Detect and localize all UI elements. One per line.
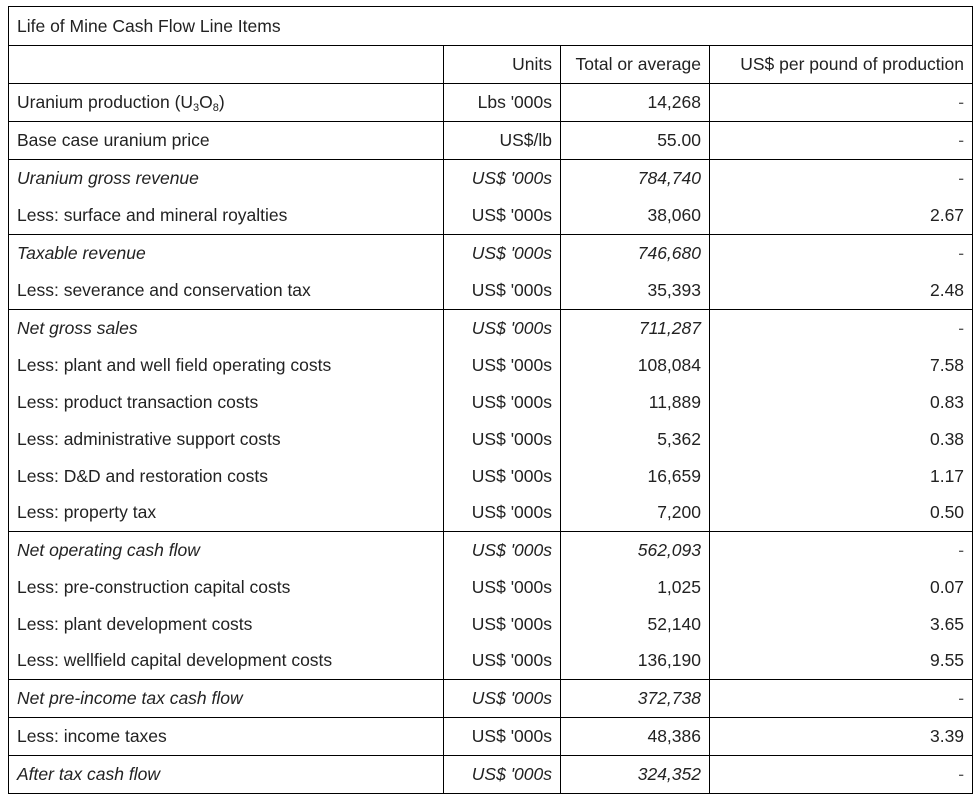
row-label-part: Uranium production (U bbox=[17, 92, 194, 112]
row-total: 1,025 bbox=[561, 570, 710, 606]
row-units: Lbs '000s bbox=[444, 84, 561, 122]
table-row bbox=[9, 272, 973, 310]
row-per-pound: 3.39 bbox=[710, 718, 973, 756]
row-label: Less: product transaction costs bbox=[9, 384, 444, 421]
row-label: Less: D&D and restoration costs bbox=[9, 458, 444, 495]
row-label: Less: plant and well field operating costs bbox=[9, 348, 444, 384]
row-units: US$ '000s bbox=[444, 680, 561, 718]
row-units: US$ '000s bbox=[444, 643, 561, 680]
row-per-pound: 1.17 bbox=[710, 458, 973, 495]
row-label: Less: income taxes bbox=[9, 718, 444, 756]
table-row bbox=[9, 235, 973, 272]
table-row bbox=[9, 458, 973, 495]
row-units: US$ '000s bbox=[444, 718, 561, 756]
row-total: 55.00 bbox=[561, 122, 710, 160]
row-per-pound: - bbox=[710, 310, 973, 348]
row-total: 16,659 bbox=[561, 458, 710, 495]
row-label: Less: severance and conservation tax bbox=[9, 272, 444, 310]
row-units: US$ '000s bbox=[444, 570, 561, 606]
row-total: 7,200 bbox=[561, 495, 710, 532]
row-label: Less: surface and mineral royalties bbox=[9, 198, 444, 235]
row-total: 324,352 bbox=[561, 756, 710, 794]
row-units: US$ '000s bbox=[444, 384, 561, 421]
row-units: US$/lb bbox=[444, 122, 561, 160]
row-label: Taxable revenue bbox=[9, 235, 444, 272]
row-per-pound: - bbox=[710, 756, 973, 794]
row-per-pound: - bbox=[710, 235, 973, 272]
table-row bbox=[9, 570, 973, 606]
row-label: Net pre-income tax cash flow bbox=[9, 680, 444, 718]
row-label: Less: plant development costs bbox=[9, 606, 444, 643]
row-per-pound: 0.50 bbox=[710, 495, 973, 532]
row-label: Less: pre-construction capital costs bbox=[9, 570, 444, 606]
row-units: US$ '000s bbox=[444, 458, 561, 495]
row-total: 784,740 bbox=[561, 160, 710, 198]
table-row bbox=[9, 756, 973, 794]
row-per-pound: 7.58 bbox=[710, 348, 973, 384]
row-label: Net gross sales bbox=[9, 310, 444, 348]
row-label-part: 8 bbox=[212, 102, 219, 114]
table-title: Life of Mine Cash Flow Line Items bbox=[9, 7, 973, 46]
cash-flow-table-container bbox=[8, 6, 972, 796]
row-label: Base case uranium price bbox=[9, 122, 444, 160]
row-units: US$ '000s bbox=[444, 421, 561, 458]
row-total: 5,362 bbox=[561, 421, 710, 458]
row-label: Uranium gross revenue bbox=[9, 160, 444, 198]
row-label: Less: administrative support costs bbox=[9, 421, 444, 458]
row-label-part: O bbox=[199, 92, 213, 112]
row-per-pound: - bbox=[710, 680, 973, 718]
row-label: After tax cash flow bbox=[9, 756, 444, 794]
cash-flow-table bbox=[8, 6, 973, 794]
row-per-pound: - bbox=[710, 122, 973, 160]
row-total: 48,386 bbox=[561, 718, 710, 756]
row-total: 52,140 bbox=[561, 606, 710, 643]
row-label: Net operating cash flow bbox=[9, 532, 444, 570]
row-total: 14,268 bbox=[561, 84, 710, 122]
row-total: 711,287 bbox=[561, 310, 710, 348]
row-total: 38,060 bbox=[561, 198, 710, 235]
row-label bbox=[9, 84, 444, 122]
table-row bbox=[9, 421, 973, 458]
table-row bbox=[9, 718, 973, 756]
row-units: US$ '000s bbox=[444, 495, 561, 532]
row-total: 11,889 bbox=[561, 384, 710, 421]
row-total: 136,190 bbox=[561, 643, 710, 680]
table-row bbox=[9, 160, 973, 198]
row-units: US$ '000s bbox=[444, 756, 561, 794]
row-label-part: ) bbox=[218, 92, 225, 112]
table-row bbox=[9, 84, 973, 122]
row-per-pound: 3.65 bbox=[710, 606, 973, 643]
table-row bbox=[9, 310, 973, 348]
row-units: US$ '000s bbox=[444, 310, 561, 348]
row-units: US$ '000s bbox=[444, 198, 561, 235]
row-per-pound: - bbox=[710, 160, 973, 198]
table-row bbox=[9, 532, 973, 570]
row-label-part: 3 bbox=[193, 102, 200, 114]
row-per-pound: 2.67 bbox=[710, 198, 973, 235]
row-total: 746,680 bbox=[561, 235, 710, 272]
table-row bbox=[9, 643, 973, 680]
row-units: US$ '000s bbox=[444, 235, 561, 272]
row-per-pound: 0.83 bbox=[710, 384, 973, 421]
table-row bbox=[9, 348, 973, 384]
row-per-pound: 0.38 bbox=[710, 421, 973, 458]
row-label: Less: wellfield capital development costs bbox=[9, 643, 444, 680]
row-units: US$ '000s bbox=[444, 160, 561, 198]
row-per-pound: - bbox=[710, 532, 973, 570]
row-total: 35,393 bbox=[561, 272, 710, 310]
table-row bbox=[9, 198, 973, 235]
table-row bbox=[9, 606, 973, 643]
row-units: US$ '000s bbox=[444, 272, 561, 310]
row-units: US$ '000s bbox=[444, 606, 561, 643]
table-row bbox=[9, 680, 973, 718]
table-body bbox=[9, 84, 973, 794]
row-units: US$ '000s bbox=[444, 348, 561, 384]
header-item bbox=[9, 46, 444, 84]
row-per-pound: 2.48 bbox=[710, 272, 973, 310]
header-per-pound: US$ per pound of production bbox=[710, 46, 973, 84]
row-units: US$ '000s bbox=[444, 532, 561, 570]
row-per-pound: 9.55 bbox=[710, 643, 973, 680]
table-row bbox=[9, 384, 973, 421]
row-label: Less: property tax bbox=[9, 495, 444, 532]
row-per-pound: - bbox=[710, 84, 973, 122]
table-row bbox=[9, 122, 973, 160]
row-total: 372,738 bbox=[561, 680, 710, 718]
header-units: Units bbox=[444, 46, 561, 84]
header-total: Total or average bbox=[561, 46, 710, 84]
row-per-pound: 0.07 bbox=[710, 570, 973, 606]
row-total: 562,093 bbox=[561, 532, 710, 570]
table-row bbox=[9, 495, 973, 532]
row-total: 108,084 bbox=[561, 348, 710, 384]
